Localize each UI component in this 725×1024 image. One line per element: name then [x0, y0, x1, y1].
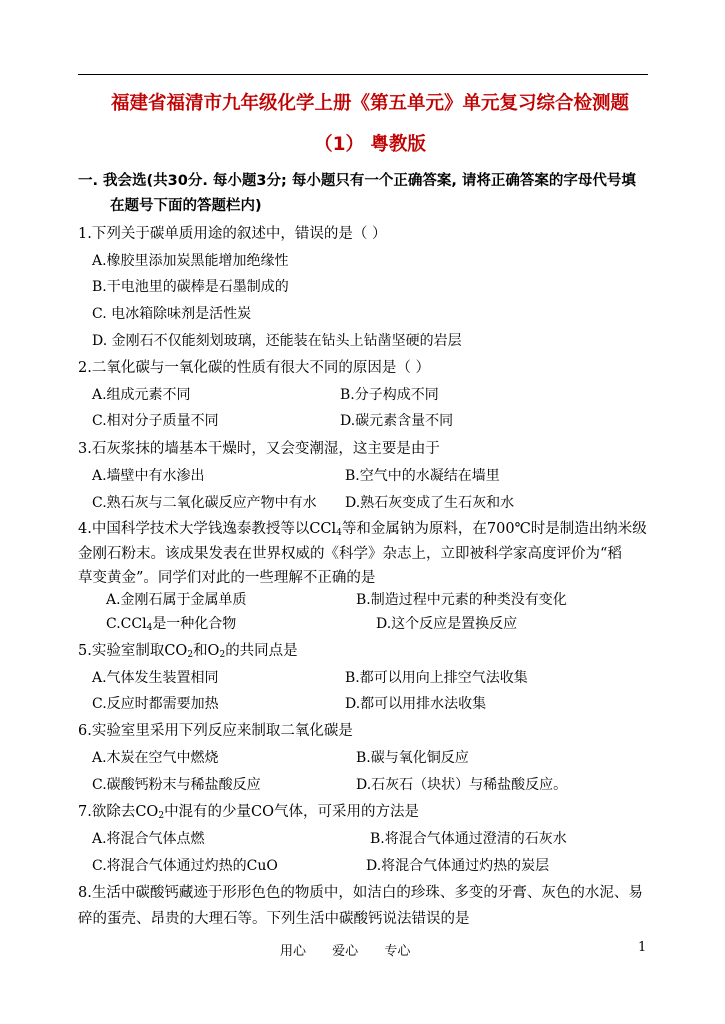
- header-rule: [78, 74, 648, 75]
- question-4-stem-line2: 金刚石粉末。该成果发表在世界权威的《科学》杂志上，立即被科学家高度评价为“稻: [78, 546, 622, 562]
- section-heading-line2: 在题号下面的答题栏内): [110, 198, 262, 214]
- question-2-stem: 2.二氧化碳与一氧化碳的性质有很大不同的原因是（ ）: [78, 360, 430, 376]
- question-6-option-a: A.木炭在空气中燃烧: [92, 750, 219, 766]
- question-1-option-c: C. 电冰箱除味剂是活性炭: [92, 306, 252, 322]
- question-6-option-c: C.碳酸钙粉末与稀盐酸反应: [92, 777, 261, 793]
- question-3-option-b: B.空气中的水凝结在墙里: [345, 468, 500, 484]
- question-8-stem-line2: 碎的蛋壳、昂贵的大理石等。下列生活中碳酸钙说法错误的是: [78, 911, 470, 927]
- question-3-option-d: D.熟石灰变成了生石灰和水: [345, 495, 515, 511]
- question-5-option-a: A.气体发生装置相同: [92, 670, 219, 686]
- question-7-stem: 7.欲除去$CO_2$中混有的少量CO气体，可采用的方法是: [78, 804, 420, 821]
- question-2-option-b: B.分子构成不同: [340, 387, 439, 403]
- question-4-stem-line3: 草变黄金”。同学们对此的一些理解不正确的是: [78, 570, 376, 586]
- document-title-line2: （1） 粤教版: [314, 134, 426, 155]
- question-2-option-a: A.组成元素不同: [92, 387, 191, 403]
- question-5-option-d: D.都可以用排水法收集: [345, 696, 487, 712]
- question-4-option-d: D.这个反应是置换反应: [376, 616, 518, 632]
- section-heading-line1: 一. 我会选(共30分. 每小题3分; 每小题只有一个正确答案, 请将正确答案的字母代号填: [78, 173, 636, 189]
- footer-item-3: 专心: [384, 944, 411, 959]
- question-6-stem: 6.实验室里采用下列反应来制取二氧化碳是: [78, 723, 353, 739]
- question-4-option-a: A.金刚石属于金属单质: [106, 592, 247, 608]
- question-3-option-c: C.熟石灰与二氧化碳反应产物中有水: [92, 495, 317, 511]
- question-1-option-d: D. 金刚石不仅能刻划玻璃，还能装在钻头上钻凿坚硬的岩层: [92, 333, 462, 349]
- question-7-option-c: C.将混合气体通过灼热的CuO: [92, 858, 278, 874]
- question-4-option-c: C.CCl$_4$是一种化合物: [106, 616, 237, 633]
- question-7-option-a: A.将混合气体点燃: [92, 831, 205, 847]
- question-6-option-b: B.碳与氧化铜反应: [356, 750, 469, 766]
- question-1-option-b: B.干电池里的碳棒是石墨制成的: [92, 279, 289, 295]
- question-3-stem: 3.石灰浆抹的墙基本干燥时，又会变潮湿，这主要是由于: [78, 441, 440, 457]
- question-7-option-d: D.将混合气体通过灼热的炭层: [366, 858, 550, 874]
- question-5-option-b: B.都可以用向上排空气法收集: [345, 670, 528, 686]
- question-7-option-b: B.将混合气体通过澄清的石灰水: [370, 831, 567, 847]
- footer-motto: [280, 940, 432, 959]
- question-1-stem: 1.下列关于碳单质用途的叙述中，错误的是（ ）: [78, 226, 387, 242]
- question-4-stem-line1: 4.中国科学技术大学钱逸泰教授等以CCl$_4$等和金属钠为原料，在700℃时是制造出纳米级: [78, 521, 647, 538]
- question-6-option-d: D.石灰石（块状）与稀盐酸反应。: [356, 777, 568, 793]
- question-2-option-d: D.碳元素含量不同: [340, 413, 454, 429]
- footer-item-1: 用心: [280, 944, 307, 959]
- footer-item-2: 爱心: [332, 944, 359, 959]
- document-title-line1: 福建省福清市九年级化学上册《第五单元》单元复习综合检测题: [110, 93, 629, 114]
- question-1-option-a: A.橡胶里添加炭黑能增加绝缘性: [92, 253, 289, 269]
- question-5-option-c: C.反应时都需要加热: [92, 696, 219, 712]
- question-5-stem: 5.实验室制取$CO_2$和$O_2$的共同点是: [78, 643, 298, 660]
- question-2-option-c: C.相对分子质量不同: [92, 413, 219, 429]
- question-8-stem-line1: 8.生活中碳酸钙藏迹于形形色色的物质中，如洁白的珍珠、多变的牙膏、灰色的水泥、易: [78, 885, 643, 901]
- question-4-option-b: B.制造过程中元素的种类没有变化: [356, 592, 567, 608]
- question-3-option-a: A.墙壁中有水渗出: [92, 468, 205, 484]
- page-number: 1: [638, 940, 647, 955]
